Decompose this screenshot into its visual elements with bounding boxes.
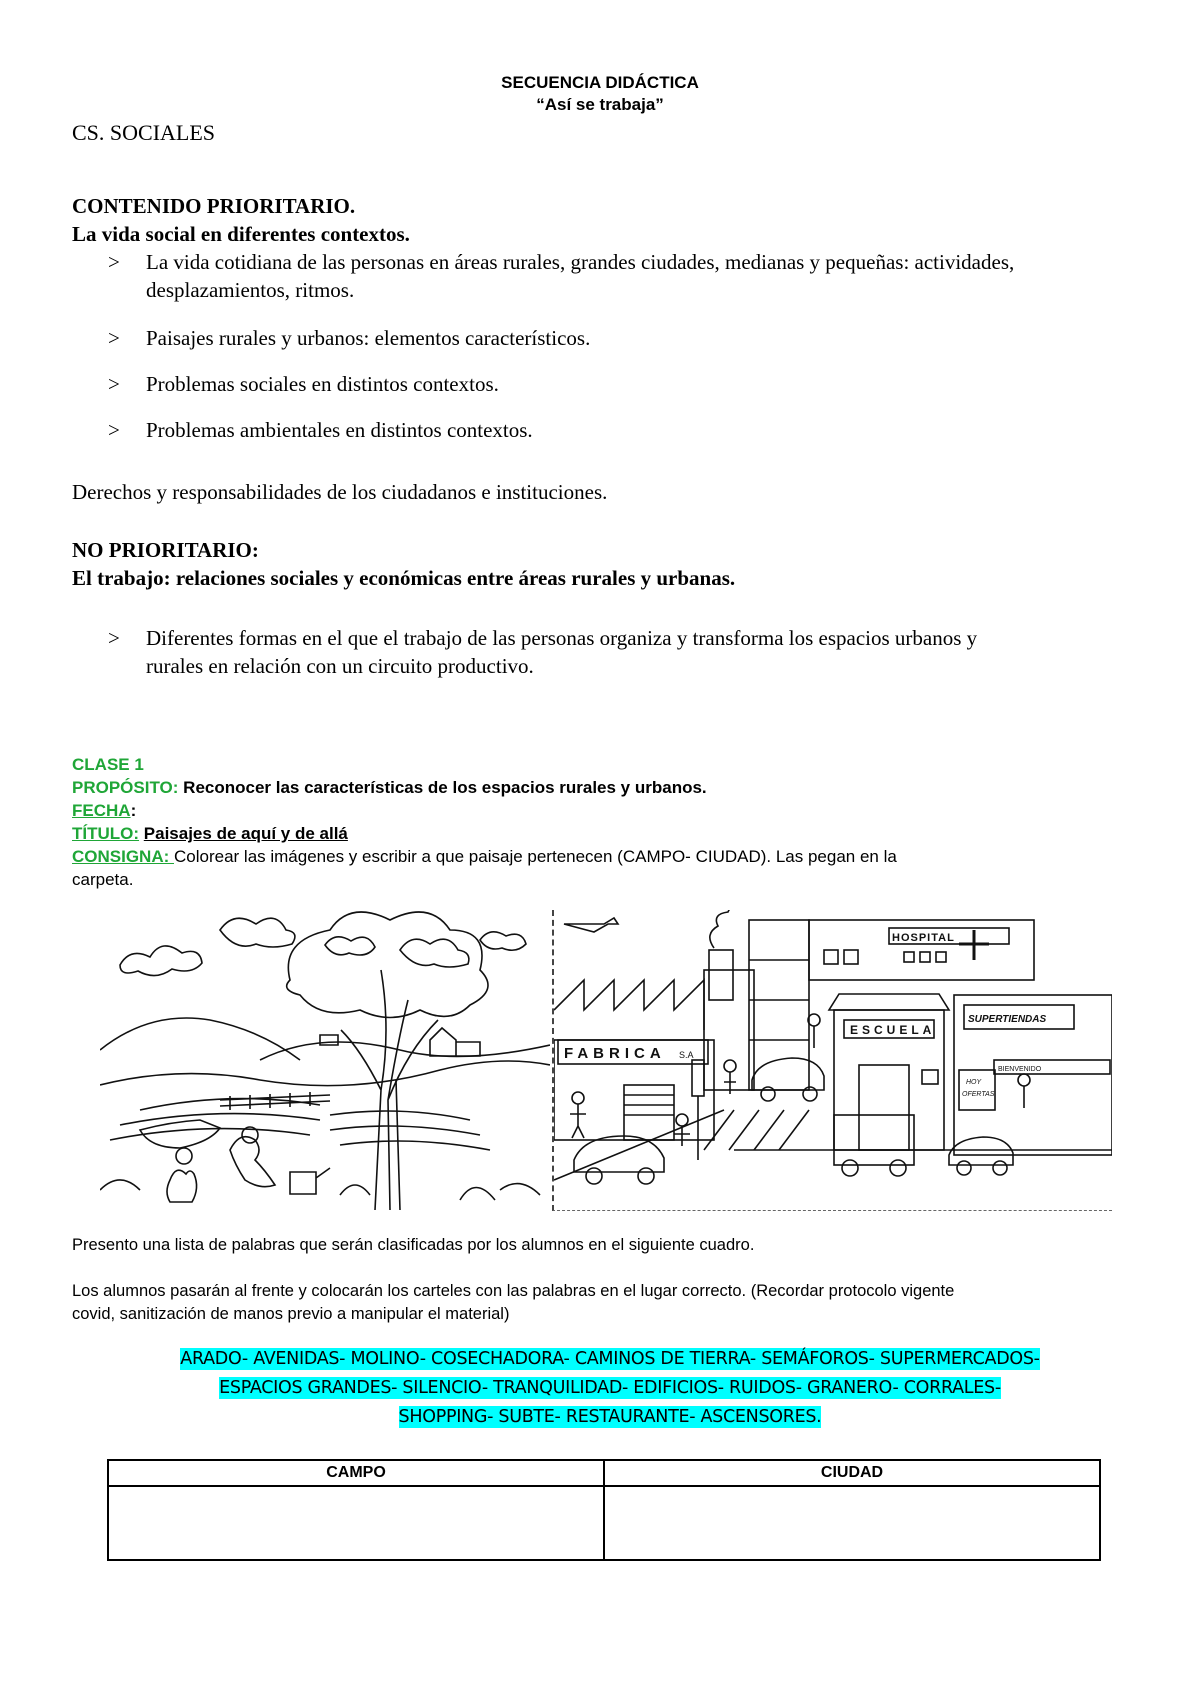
bullet-text: Problemas ambientales en distintos contextos. [146,418,533,442]
document-header [0,72,1200,116]
instruction-paragraph [72,1280,1142,1326]
bullet-mark: > [108,418,120,442]
instruction-line: Los alumnos pasarán al frente y colocarán los carteles con las palabras en el lugar correcto. (Recordar protocolo vigente [72,1282,955,1300]
bullet-text-continued: rurales en relación con un circuito productivo. [146,654,534,678]
ciudad-cell[interactable] [604,1486,1100,1560]
factory-sa-text: S.A [679,1050,694,1060]
bullet-mark: > [108,250,120,274]
prioritario-subheading: La vida social en diferentes contextos. [72,222,410,246]
table-header-row [108,1460,1100,1486]
clase-block [72,753,1152,891]
document-title: SECUENCIA DIDÁCTICA [501,73,699,92]
titulo-text: Paisajes de aquí y de allá [143,824,348,843]
bullet-item [72,370,1142,398]
word-list-line: SHOPPING- SUBTE- RESTAURANTE- ASCENSORES. [398,1407,822,1427]
word-list-line: ESPACIOS GRANDES- SILENCIO- TRANQUILIDAD- EDIFICIOS- RUIDOS- GRANERO- CORRALES- [219,1378,1001,1398]
bullet-item [72,324,1142,352]
fecha-label: FECHA [72,801,131,820]
clase-label: CLASE 1 [72,755,144,774]
column-header-ciudad: CIUDAD [604,1460,1100,1486]
document-subtitle: “Así se trabaja” [536,95,664,114]
no-prioritario-subheading: El trabajo: relaciones sociales y económicas entre áreas rurales y urbanas. [72,566,736,590]
proposito-label: PROPÓSITO: [72,778,179,797]
offer-sign-text: HOY [966,1079,982,1086]
subject-label: CS. SOCIALES [72,120,216,145]
hospital-sign-text: HOSPITAL [892,932,955,944]
titulo-label: TÍTULO: [72,824,140,843]
derechos-text: Derechos y responsabilidades de los ciudadanos e instituciones. [72,480,608,504]
instruction-paragraph: Presento una lista de palabras que serán clasificadas por los alumnos en el siguiente cuadro. [72,1236,755,1254]
consigna-text-continued: carpeta. [72,870,134,889]
bullet-item [72,416,1142,444]
highlighted-word-list [80,1345,1140,1432]
word-list-line: ARADO- AVENIDAS- MOLINO- COSECHADORA- CAMINOS DE TIERRA- SEMÁFOROS- SUPERMERCADOS- [180,1349,1040,1369]
instruction-line: covid, sanitización de manos previo a manipular el material) [72,1305,510,1323]
bullet-mark: > [108,326,120,350]
rural-landscape-image [100,910,550,1210]
proposito-text: Reconocer las características de los espacios rurales y urbanos. [178,778,707,797]
illustration-row [100,910,1110,1210]
consigna-text: Colorear las imágenes y escribir a que paisaje pertenecen (CAMPO- CIUDAD). Las pegan en la [174,847,897,866]
no-prioritario-heading: NO PRIORITARIO: [72,538,259,562]
urban-landscape-drawing [554,910,1112,1210]
bullet-text: La vida cotidiana de las personas en áreas rurales, grandes ciudades, medianas y pequeñas: actividades, [146,250,1015,274]
campo-cell[interactable] [108,1486,604,1560]
classification-table [107,1459,1101,1561]
table-row [108,1486,1100,1560]
factory-sign-text: FABRICA [564,1045,666,1062]
store-sign-text: SUPERTIENDAS [968,1014,1047,1025]
bullet-text: Diferentes formas en el que el trabajo de las personas organiza y transforma los espacios urbanos y [146,626,978,650]
rural-landscape-drawing [100,910,550,1210]
bullet-item [72,248,1142,304]
urban-landscape-image [552,910,1112,1211]
bullet-item [72,624,1142,680]
store-welcome-text: BIENVENIDO [998,1066,1042,1073]
bullet-text: Problemas sociales en distintos contextos. [146,372,499,396]
offer-sign-text: OFERTAS [962,1091,995,1098]
school-sign-text: ESCUELA [850,1023,936,1037]
bullet-text: Paisajes rurales y urbanos: elementos característicos. [146,326,591,350]
column-header-campo: CAMPO [108,1460,604,1486]
bullet-text-continued: desplazamientos, ritmos. [146,278,355,302]
bullet-mark: > [108,372,120,396]
consigna-label: CONSIGNA: [72,847,174,866]
fecha-colon: : [130,801,137,820]
bullet-mark: > [108,626,120,650]
prioritario-heading: CONTENIDO PRIORITARIO. [72,194,356,218]
